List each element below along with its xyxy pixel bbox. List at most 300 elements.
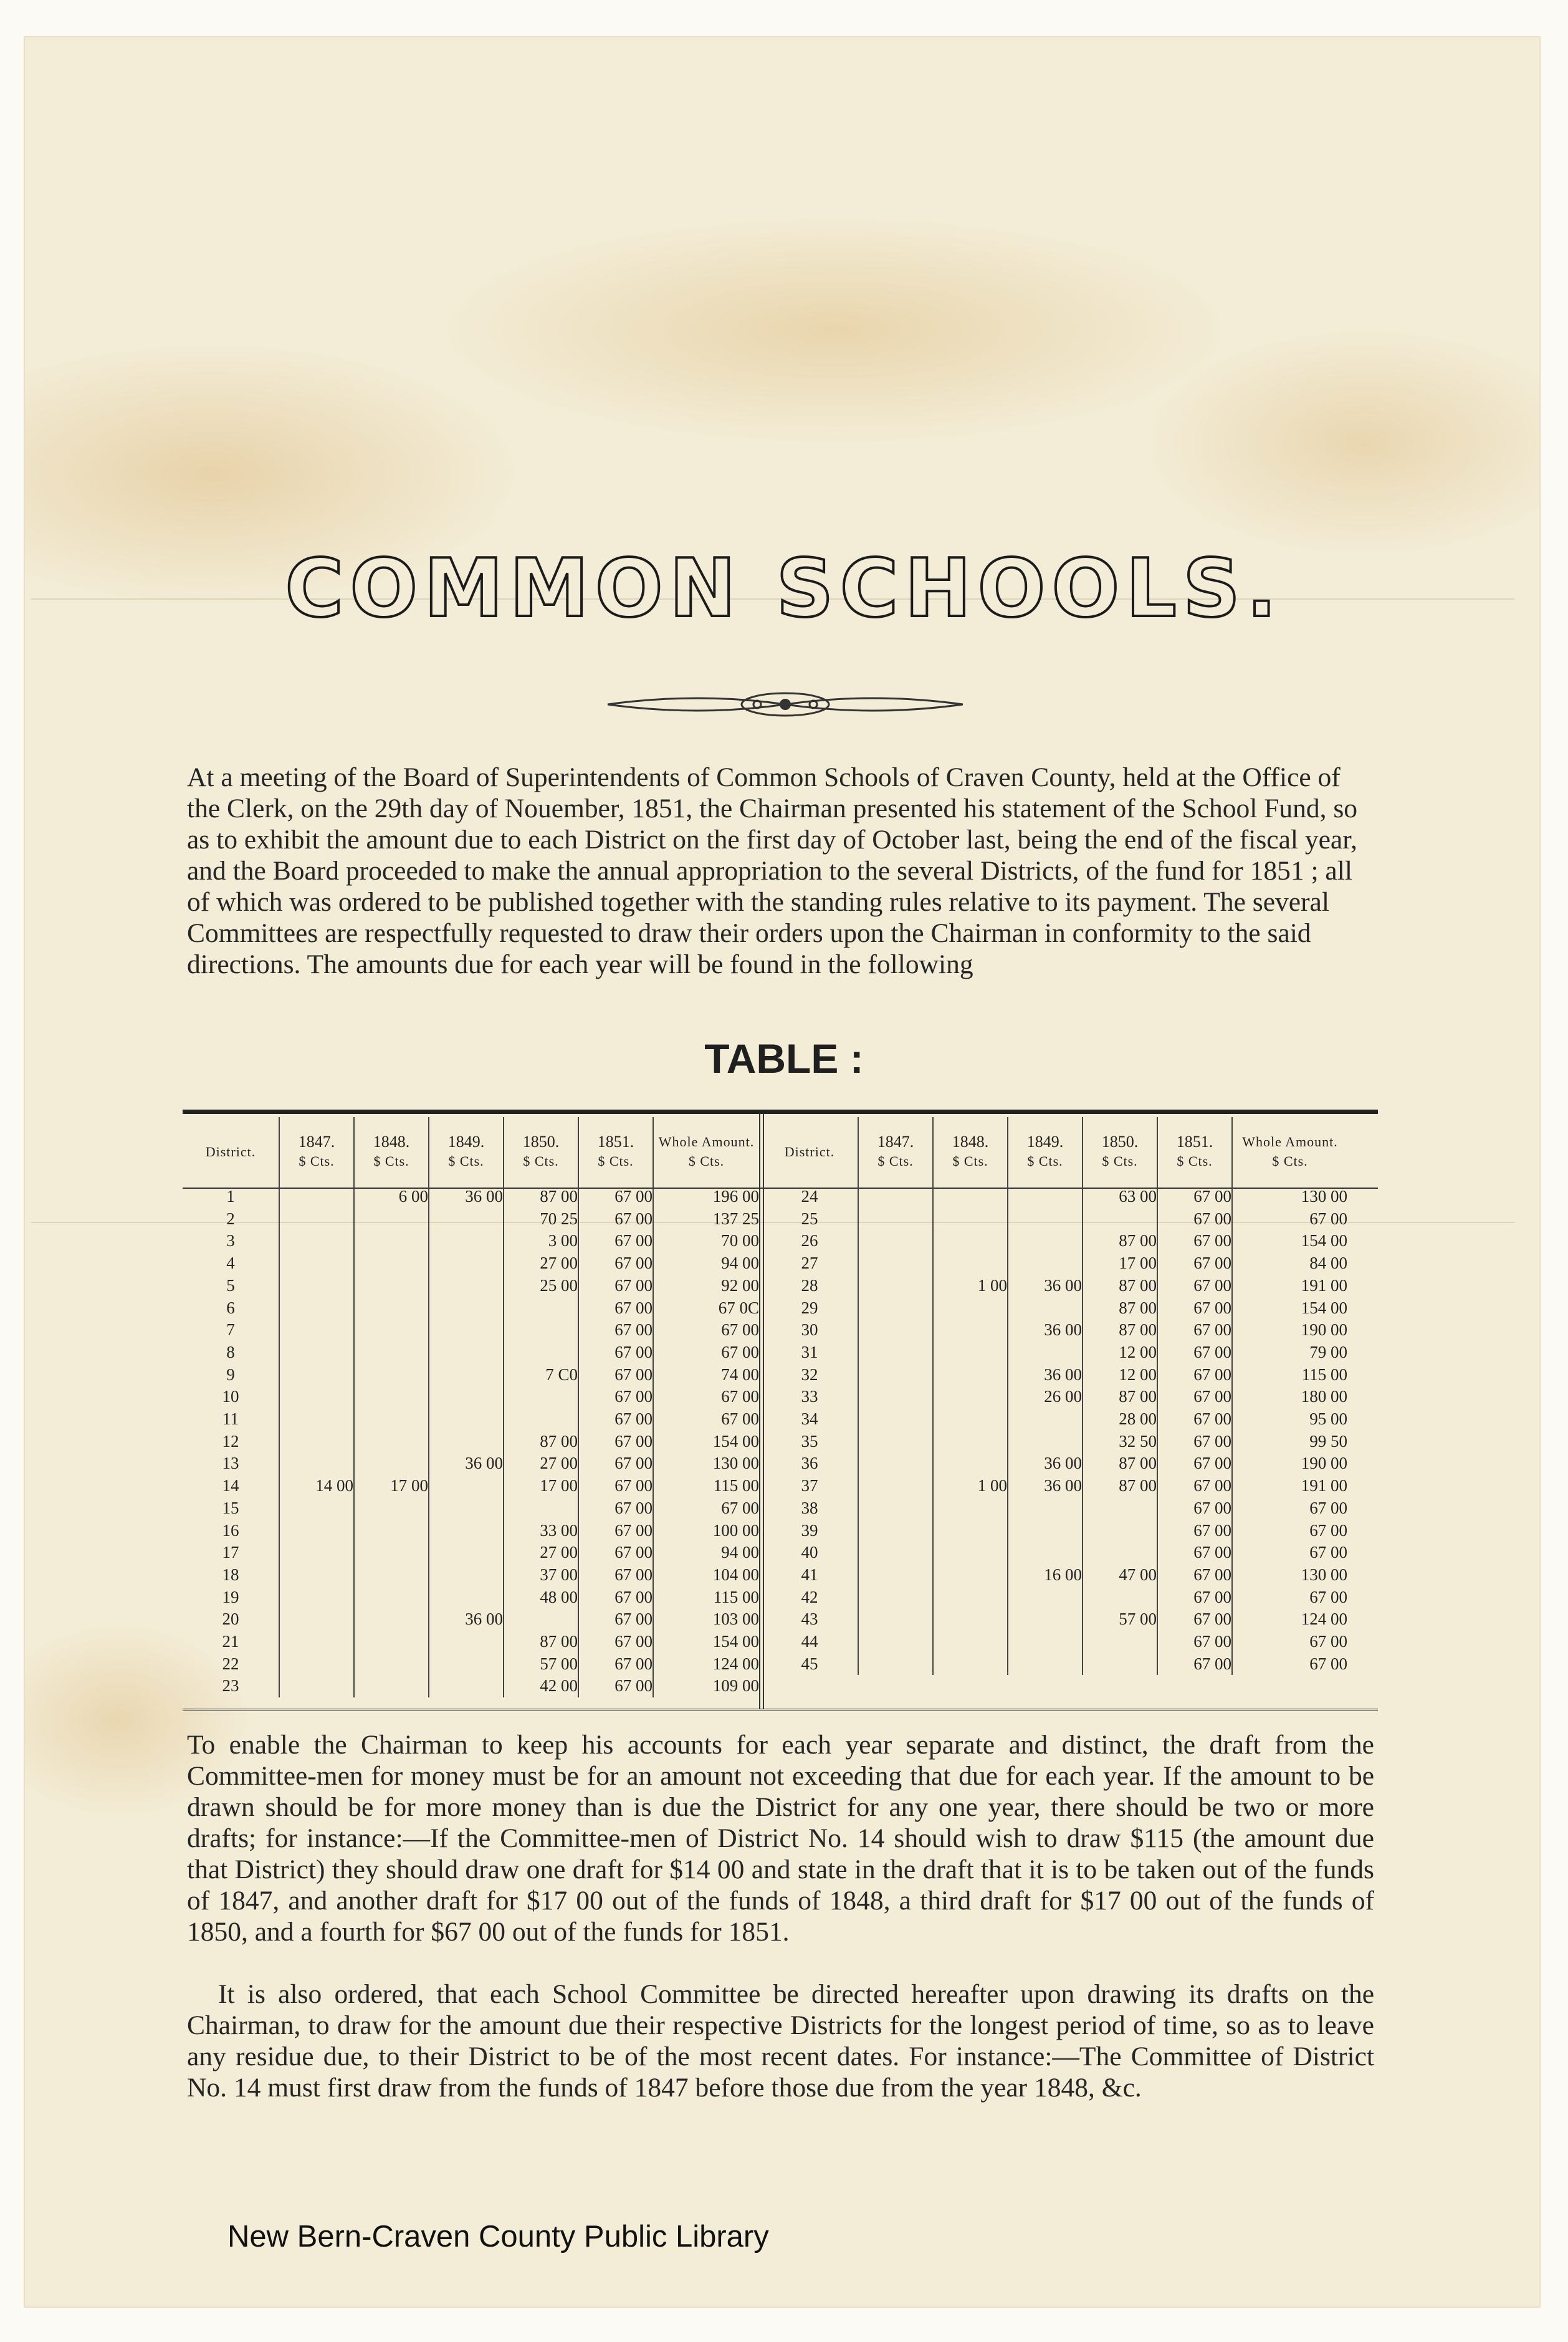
amount-cell [279, 1230, 354, 1252]
district-number-cell: 2 [183, 1208, 279, 1231]
district-number-cell: 10 [183, 1386, 279, 1408]
district-number-cell: 35 [762, 1431, 858, 1453]
amount-cell [429, 1564, 504, 1586]
amount-cell [858, 1386, 933, 1408]
amount-cell [1083, 1520, 1157, 1542]
table-row [183, 1564, 759, 1586]
amount-cell [933, 1297, 1008, 1320]
amount-cell: 12 00 [1083, 1341, 1157, 1364]
amount-cell [858, 1586, 933, 1609]
amount-cell: 87 00 [1083, 1475, 1157, 1497]
table-row [183, 1297, 759, 1320]
table-row [183, 1542, 759, 1564]
amount-cell: 67 00 [578, 1475, 653, 1497]
district-number-cell: 24 [762, 1186, 858, 1208]
district-number-cell: 21 [183, 1631, 279, 1653]
amount-cell: 3 00 [504, 1230, 578, 1252]
district-number-cell: 28 [762, 1275, 858, 1297]
amount-cell [354, 1452, 429, 1475]
amount-cell: 7 C0 [504, 1364, 578, 1386]
amount-cell [279, 1564, 354, 1586]
amount-cell [279, 1675, 354, 1697]
amount-cell: 36 00 [1008, 1364, 1083, 1386]
table-row [183, 1252, 759, 1275]
district-number-cell: 27 [762, 1252, 858, 1275]
amount-cell [933, 1186, 1008, 1208]
district-number-cell: 42 [762, 1586, 858, 1609]
amount-cell: 67 00 [578, 1364, 653, 1386]
amount-cell [354, 1252, 429, 1275]
amount-cell [933, 1230, 1008, 1252]
table-row [762, 1408, 1347, 1431]
amount-cell [279, 1186, 354, 1208]
amount-cell: 67 00 [1157, 1186, 1232, 1208]
amount-cell: 16 00 [1008, 1564, 1083, 1586]
amount-cell: 67 00 [1157, 1275, 1232, 1297]
district-number-cell: 20 [183, 1608, 279, 1631]
amount-cell [1008, 1520, 1083, 1542]
whole-amount-cell: 154 00 [712, 1431, 759, 1451]
amount-cell: 57 00 [1083, 1608, 1157, 1631]
amount-cell: 36 00 [429, 1186, 504, 1208]
whole-amount-cell: 67 0C [718, 1298, 759, 1317]
district-number-cell: 11 [183, 1408, 279, 1431]
amount-cell [279, 1208, 354, 1231]
table-row [762, 1431, 1347, 1453]
table-row [183, 1586, 759, 1609]
whole-amount-cell: 67 00 [721, 1387, 759, 1406]
amount-cell: 67 00 [1157, 1208, 1232, 1231]
whole-amount-cell: 67 00 [721, 1498, 759, 1517]
table-row [762, 1252, 1347, 1275]
table-row [183, 1431, 759, 1453]
district-number-cell: 7 [183, 1319, 279, 1341]
amount-cell [279, 1653, 354, 1676]
table-row [762, 1497, 1347, 1520]
amount-cell: 67 00 [1157, 1252, 1232, 1275]
amount-cell: 67 00 [578, 1431, 653, 1453]
table-row [183, 1275, 759, 1297]
amount-cell [1008, 1431, 1083, 1453]
amount-cell [354, 1431, 429, 1453]
amount-cell [429, 1319, 504, 1341]
district-number-cell: 30 [762, 1319, 858, 1341]
whole-amount-cell: 67 00 [1309, 1209, 1347, 1228]
table-row [762, 1319, 1347, 1341]
amount-cell: 87 00 [1083, 1275, 1157, 1297]
amount-cell: 27 00 [504, 1542, 578, 1564]
amount-cell: 67 00 [578, 1208, 653, 1231]
amount-cell [1083, 1497, 1157, 1520]
district-number-cell: 44 [762, 1631, 858, 1653]
amount-cell: 33 00 [504, 1520, 578, 1542]
amount-cell: 67 00 [578, 1252, 653, 1275]
whole-amount-cell: 115 00 [713, 1587, 759, 1606]
amount-cell: 32 50 [1083, 1431, 1157, 1453]
year-header: 1848. $ Cts. [933, 1117, 1008, 1186]
amount-cell [354, 1208, 429, 1231]
amount-cell [933, 1497, 1008, 1520]
amount-cell: 67 00 [1157, 1408, 1232, 1431]
whole-amount-cell: 92 00 [721, 1275, 759, 1295]
amount-cell: 67 00 [578, 1186, 653, 1208]
table-row [762, 1452, 1347, 1475]
amount-cell: 36 00 [1008, 1319, 1083, 1341]
amount-cell: 67 00 [1157, 1452, 1232, 1475]
district-number-cell: 6 [183, 1297, 279, 1320]
amount-cell: 67 00 [578, 1586, 653, 1609]
district-number-cell: 9 [183, 1364, 279, 1386]
page-title: COMMON SCHOOLS. [285, 542, 1283, 635]
amount-cell [429, 1364, 504, 1386]
amount-cell [354, 1608, 429, 1631]
table-heading: TABLE : [704, 1035, 864, 1082]
district-number-cell: 26 [762, 1230, 858, 1252]
whole-amount-cell: 67 00 [1309, 1543, 1347, 1562]
amount-cell [429, 1341, 504, 1364]
district-number-cell: 25 [762, 1208, 858, 1231]
amount-cell: 67 00 [1157, 1475, 1232, 1497]
amount-cell: 87 00 [504, 1186, 578, 1208]
table-row [183, 1475, 759, 1497]
table-row [762, 1542, 1347, 1564]
amount-cell [429, 1497, 504, 1520]
table-top-rule [183, 1110, 1378, 1114]
table-row [183, 1653, 759, 1676]
year-header: 1849. $ Cts. [1008, 1117, 1083, 1186]
whole-amount-cell: 115 00 [713, 1476, 759, 1495]
amount-cell [858, 1631, 933, 1653]
amount-cell: 67 00 [578, 1452, 653, 1475]
amount-cell [279, 1408, 354, 1431]
whole-amount-cell: 190 00 [1301, 1320, 1347, 1340]
table-row [183, 1497, 759, 1520]
whole-amount-cell: 84 00 [1309, 1254, 1347, 1273]
amount-cell [429, 1275, 504, 1297]
amount-cell [279, 1452, 354, 1475]
amount-cell [429, 1675, 504, 1697]
amount-cell [1083, 1653, 1157, 1676]
district-number-cell: 45 [762, 1653, 858, 1676]
amount-cell: 67 00 [1157, 1631, 1232, 1653]
district-number-cell: 33 [762, 1386, 858, 1408]
amount-cell [429, 1542, 504, 1564]
amount-cell: 17 00 [1083, 1252, 1157, 1275]
table-header-row [762, 1117, 1347, 1186]
amount-cell [504, 1319, 578, 1341]
table-row [762, 1475, 1347, 1497]
district-number-cell: 1 [183, 1186, 279, 1208]
year-header: 1849. $ Cts. [429, 1117, 504, 1186]
amount-cell: 36 00 [429, 1608, 504, 1631]
amount-cell [504, 1297, 578, 1320]
amount-cell: 26 00 [1008, 1386, 1083, 1408]
amount-cell [858, 1208, 933, 1231]
amount-cell [429, 1475, 504, 1497]
amount-cell [1008, 1497, 1083, 1520]
amount-cell [354, 1520, 429, 1542]
amount-cell [429, 1586, 504, 1609]
amount-cell: 36 00 [1008, 1475, 1083, 1497]
amount-cell: 67 00 [578, 1631, 653, 1653]
amount-cell: 67 00 [578, 1297, 653, 1320]
district-number-cell: 23 [183, 1675, 279, 1697]
amount-cell [279, 1608, 354, 1631]
district-number-cell: 37 [762, 1475, 858, 1497]
amount-cell [429, 1386, 504, 1408]
district-number-cell: 4 [183, 1252, 279, 1275]
amount-cell [429, 1653, 504, 1676]
table-row [762, 1230, 1347, 1252]
amount-cell [354, 1631, 429, 1653]
amount-cell: 67 00 [578, 1653, 653, 1676]
amount-cell [354, 1653, 429, 1676]
whole-amount-cell: 154 00 [1301, 1298, 1347, 1317]
amount-cell [933, 1542, 1008, 1564]
amount-cell: 67 00 [578, 1564, 653, 1586]
amount-cell [279, 1252, 354, 1275]
table-row [183, 1341, 759, 1364]
amount-cell: 67 00 [1157, 1364, 1232, 1386]
amount-cell: 67 00 [578, 1275, 653, 1297]
table-row [762, 1386, 1347, 1408]
table-row [183, 1631, 759, 1653]
amount-cell [933, 1586, 1008, 1609]
amount-cell [933, 1341, 1008, 1364]
table-row [762, 1341, 1347, 1364]
amount-cell [504, 1408, 578, 1431]
amount-cell: 67 00 [1157, 1431, 1232, 1453]
district-number-cell: 13 [183, 1452, 279, 1475]
whole-amount-header: Whole Amount. $ Cts. [658, 1134, 755, 1169]
amount-cell: 67 00 [578, 1408, 653, 1431]
amount-cell [858, 1275, 933, 1297]
amount-cell [429, 1297, 504, 1320]
whole-amount-cell: 70 00 [721, 1231, 759, 1250]
table-row [762, 1186, 1347, 1208]
amount-cell [354, 1675, 429, 1697]
district-number-cell: 18 [183, 1564, 279, 1586]
table-row [183, 1319, 759, 1341]
whole-amount-cell: 103 00 [712, 1610, 759, 1629]
amount-cell: 87 00 [1083, 1297, 1157, 1320]
amount-cell [279, 1386, 354, 1408]
table-row [762, 1364, 1347, 1386]
amount-cell: 48 00 [504, 1586, 578, 1609]
amount-cell: 67 00 [578, 1341, 653, 1364]
whole-amount-header: Whole Amount. $ Cts. [1242, 1134, 1338, 1169]
amount-cell: 1 00 [933, 1275, 1008, 1297]
amount-cell [354, 1542, 429, 1564]
district-number-cell: 17 [183, 1542, 279, 1564]
amount-cell: 67 00 [1157, 1520, 1232, 1542]
district-header: District. [183, 1117, 279, 1186]
amount-cell: 87 00 [1083, 1230, 1157, 1252]
table-row [183, 1208, 759, 1231]
amount-cell [858, 1230, 933, 1252]
rules-paragraph: To enable the Chairman to keep his accounts for each year separate and distinct, the draft from the Committee-men for money must be for an amount not exceeding that due for each year. If the amount to be drawn should be for more money than is due the District for any one year, there should be two or more drafts; for instance:—If the Committee-men of District No. 14 should wish to draw $115 (the amount due that District) they should draw one draft for $14 00 and state in the draft that it is to be taken out of the funds of 1847, and another draft for $17 00 out of the funds of 1848, a third draft for $17 00 out of the funds of 1850, and a fourth for $67 00 out of the funds for 1851. [187, 1730, 1374, 1947]
amount-cell: 67 00 [1157, 1386, 1232, 1408]
amount-cell [504, 1386, 578, 1408]
whole-amount-cell: 190 00 [1301, 1454, 1347, 1473]
whole-amount-cell: 137 25 [712, 1209, 759, 1228]
table-row [762, 1208, 1347, 1231]
amount-cell [858, 1520, 933, 1542]
whole-amount-cell: 180 00 [1301, 1387, 1347, 1406]
amount-cell [354, 1230, 429, 1252]
amount-cell: 6 00 [354, 1186, 429, 1208]
district-number-cell: 38 [762, 1497, 858, 1520]
year-header: 1847. $ Cts. [858, 1117, 933, 1186]
whole-amount-cell: 154 00 [1301, 1231, 1347, 1250]
amount-cell [933, 1408, 1008, 1431]
whole-amount-cell: 124 00 [1301, 1610, 1347, 1629]
amount-cell [858, 1564, 933, 1586]
year-header: 1850. $ Cts. [504, 1117, 578, 1186]
amount-cell [429, 1631, 504, 1653]
amount-cell [279, 1520, 354, 1542]
whole-amount-cell: 67 00 [1309, 1498, 1347, 1517]
whole-amount-cell: 67 00 [721, 1342, 759, 1361]
table-row [183, 1608, 759, 1631]
rules-paragraph: It is also ordered, that each School Committee be directed hereafter upon drawing its drafts on the Chairman, to draw for the amount due their respective Districts for the longest period of time, so as to leave any residue due, to their District to be of the most recent dates. For instance:—The Committee of District No. 14 must first draw from the funds of 1847 before those due from the year 1848, &c. [187, 1979, 1374, 2103]
district-number-cell: 34 [762, 1408, 858, 1431]
whole-amount-cell: 109 00 [712, 1676, 759, 1696]
whole-amount-cell: 196 00 [712, 1187, 759, 1206]
whole-amount-cell: 100 00 [712, 1520, 759, 1540]
district-number-cell: 32 [762, 1364, 858, 1386]
district-number-cell: 3 [183, 1230, 279, 1252]
amount-cell: 87 00 [504, 1631, 578, 1653]
amount-cell: 67 00 [1157, 1297, 1232, 1320]
amount-cell [858, 1497, 933, 1520]
amount-cell: 36 00 [1008, 1275, 1083, 1297]
amount-cell [1008, 1542, 1083, 1564]
amount-cell: 67 00 [1157, 1564, 1232, 1586]
amount-cell: 67 00 [578, 1230, 653, 1252]
amount-cell [1008, 1341, 1083, 1364]
amount-cell: 67 00 [1157, 1653, 1232, 1676]
amount-cell [354, 1275, 429, 1297]
amount-cell [933, 1520, 1008, 1542]
amount-cell [354, 1386, 429, 1408]
amount-cell [1008, 1653, 1083, 1676]
amount-cell [1008, 1631, 1083, 1653]
whole-amount-cell: 67 00 [721, 1409, 759, 1429]
amount-cell [933, 1364, 1008, 1386]
whole-amount-cell: 130 00 [1301, 1187, 1347, 1206]
amount-cell: 67 00 [1157, 1230, 1232, 1252]
amount-cell [858, 1252, 933, 1275]
year-header: 1848. $ Cts. [354, 1117, 429, 1186]
amount-cell [279, 1497, 354, 1520]
amount-cell: 27 00 [504, 1452, 578, 1475]
whole-amount-cell: 67 00 [1309, 1587, 1347, 1606]
district-number-cell: 5 [183, 1275, 279, 1297]
year-header: 1850. $ Cts. [1083, 1117, 1157, 1186]
amount-cell [429, 1208, 504, 1231]
amount-cell: 70 25 [504, 1208, 578, 1231]
amount-cell: 17 00 [504, 1475, 578, 1497]
district-number-cell: 19 [183, 1586, 279, 1609]
amount-cell: 67 00 [578, 1520, 653, 1542]
amount-cell: 14 00 [279, 1475, 354, 1497]
amount-cell [1083, 1208, 1157, 1231]
amount-cell [1008, 1608, 1083, 1631]
amount-cell [858, 1297, 933, 1320]
district-number-cell: 8 [183, 1341, 279, 1364]
amount-cell [354, 1408, 429, 1431]
whole-amount-cell: 94 00 [721, 1254, 759, 1273]
amount-cell [504, 1608, 578, 1631]
amount-cell [429, 1230, 504, 1252]
district-header: District. [762, 1117, 858, 1186]
amount-cell: 17 00 [354, 1475, 429, 1497]
scroll-ornament-icon [605, 686, 966, 723]
amount-cell: 36 00 [429, 1452, 504, 1475]
district-table-left [183, 1117, 759, 1697]
district-number-cell: 29 [762, 1297, 858, 1320]
amount-cell: 87 00 [1083, 1386, 1157, 1408]
table-row [183, 1364, 759, 1386]
whole-amount-cell: 74 00 [721, 1365, 759, 1384]
table-row [762, 1520, 1347, 1542]
table-row [762, 1275, 1347, 1297]
amount-cell: 67 00 [1157, 1497, 1232, 1520]
amount-cell [354, 1297, 429, 1320]
amount-cell [858, 1364, 933, 1386]
table-row [183, 1386, 759, 1408]
amount-cell: 67 00 [578, 1497, 653, 1520]
amount-cell: 87 00 [1083, 1452, 1157, 1475]
amount-cell: 67 00 [578, 1386, 653, 1408]
amount-cell: 67 00 [1157, 1586, 1232, 1609]
amount-cell [933, 1431, 1008, 1453]
amount-cell [354, 1341, 429, 1364]
amount-cell [933, 1452, 1008, 1475]
amount-cell [858, 1542, 933, 1564]
amount-cell: 42 00 [504, 1675, 578, 1697]
district-number-cell: 36 [762, 1452, 858, 1475]
amount-cell: 36 00 [1008, 1452, 1083, 1475]
amount-cell [858, 1431, 933, 1453]
whole-amount-cell: 67 00 [721, 1320, 759, 1340]
amount-cell: 67 00 [1157, 1319, 1232, 1341]
amount-cell: 67 00 [1157, 1542, 1232, 1564]
whole-amount-cell: 104 00 [712, 1565, 759, 1584]
amount-cell [858, 1341, 933, 1364]
amount-cell: 67 00 [1157, 1341, 1232, 1364]
district-number-cell: 40 [762, 1542, 858, 1564]
table-row [183, 1452, 759, 1475]
year-header: 1851. $ Cts. [1157, 1117, 1232, 1186]
amount-cell [279, 1275, 354, 1297]
amount-cell [1008, 1297, 1083, 1320]
amount-cell [354, 1586, 429, 1609]
table-row [183, 1675, 759, 1697]
whole-amount-cell: 130 00 [712, 1454, 759, 1473]
district-number-cell: 43 [762, 1608, 858, 1631]
amount-cell [858, 1408, 933, 1431]
amount-cell [354, 1364, 429, 1386]
table-row [183, 1230, 759, 1252]
amount-cell [858, 1186, 933, 1208]
amount-cell [858, 1319, 933, 1341]
whole-amount-cell: 130 00 [1301, 1565, 1347, 1584]
table-row [762, 1653, 1347, 1676]
amount-cell [1008, 1186, 1083, 1208]
amount-cell: 1 00 [933, 1475, 1008, 1497]
